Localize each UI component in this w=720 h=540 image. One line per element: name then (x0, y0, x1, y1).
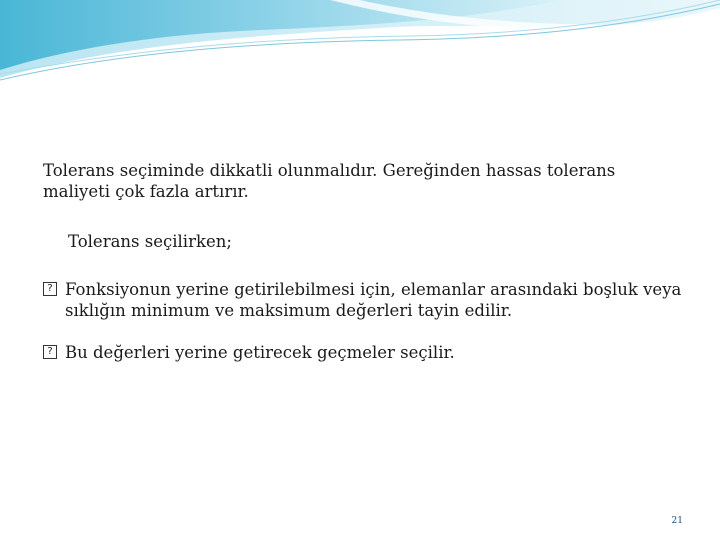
wave-header-decoration (0, 0, 720, 90)
page-number: 21 (671, 516, 683, 526)
slide-body (43, 160, 683, 384)
bullet-item (43, 342, 683, 363)
bullet-item (43, 279, 683, 321)
bullet-box-icon: ? (43, 282, 57, 296)
bullet-text: Bu değerleri yerine getirecek geçmeler seçilir. (65, 343, 455, 362)
intro-line: Tolerans seçilirken; (68, 232, 232, 251)
main-paragraph: Tolerans seçiminde dikkatli olunmalıdır. Gereğinden hassas tolerans maliyeti çok fazla artırır. (43, 161, 616, 201)
bullet-text: Fonksiyonun yerine getirilebilmesi için, elemanlar arasındaki boşluk veya sıklığın minimum ve maksimum değerleri tayin edilir. (65, 280, 682, 320)
bullet-box-icon: ? (43, 345, 57, 359)
